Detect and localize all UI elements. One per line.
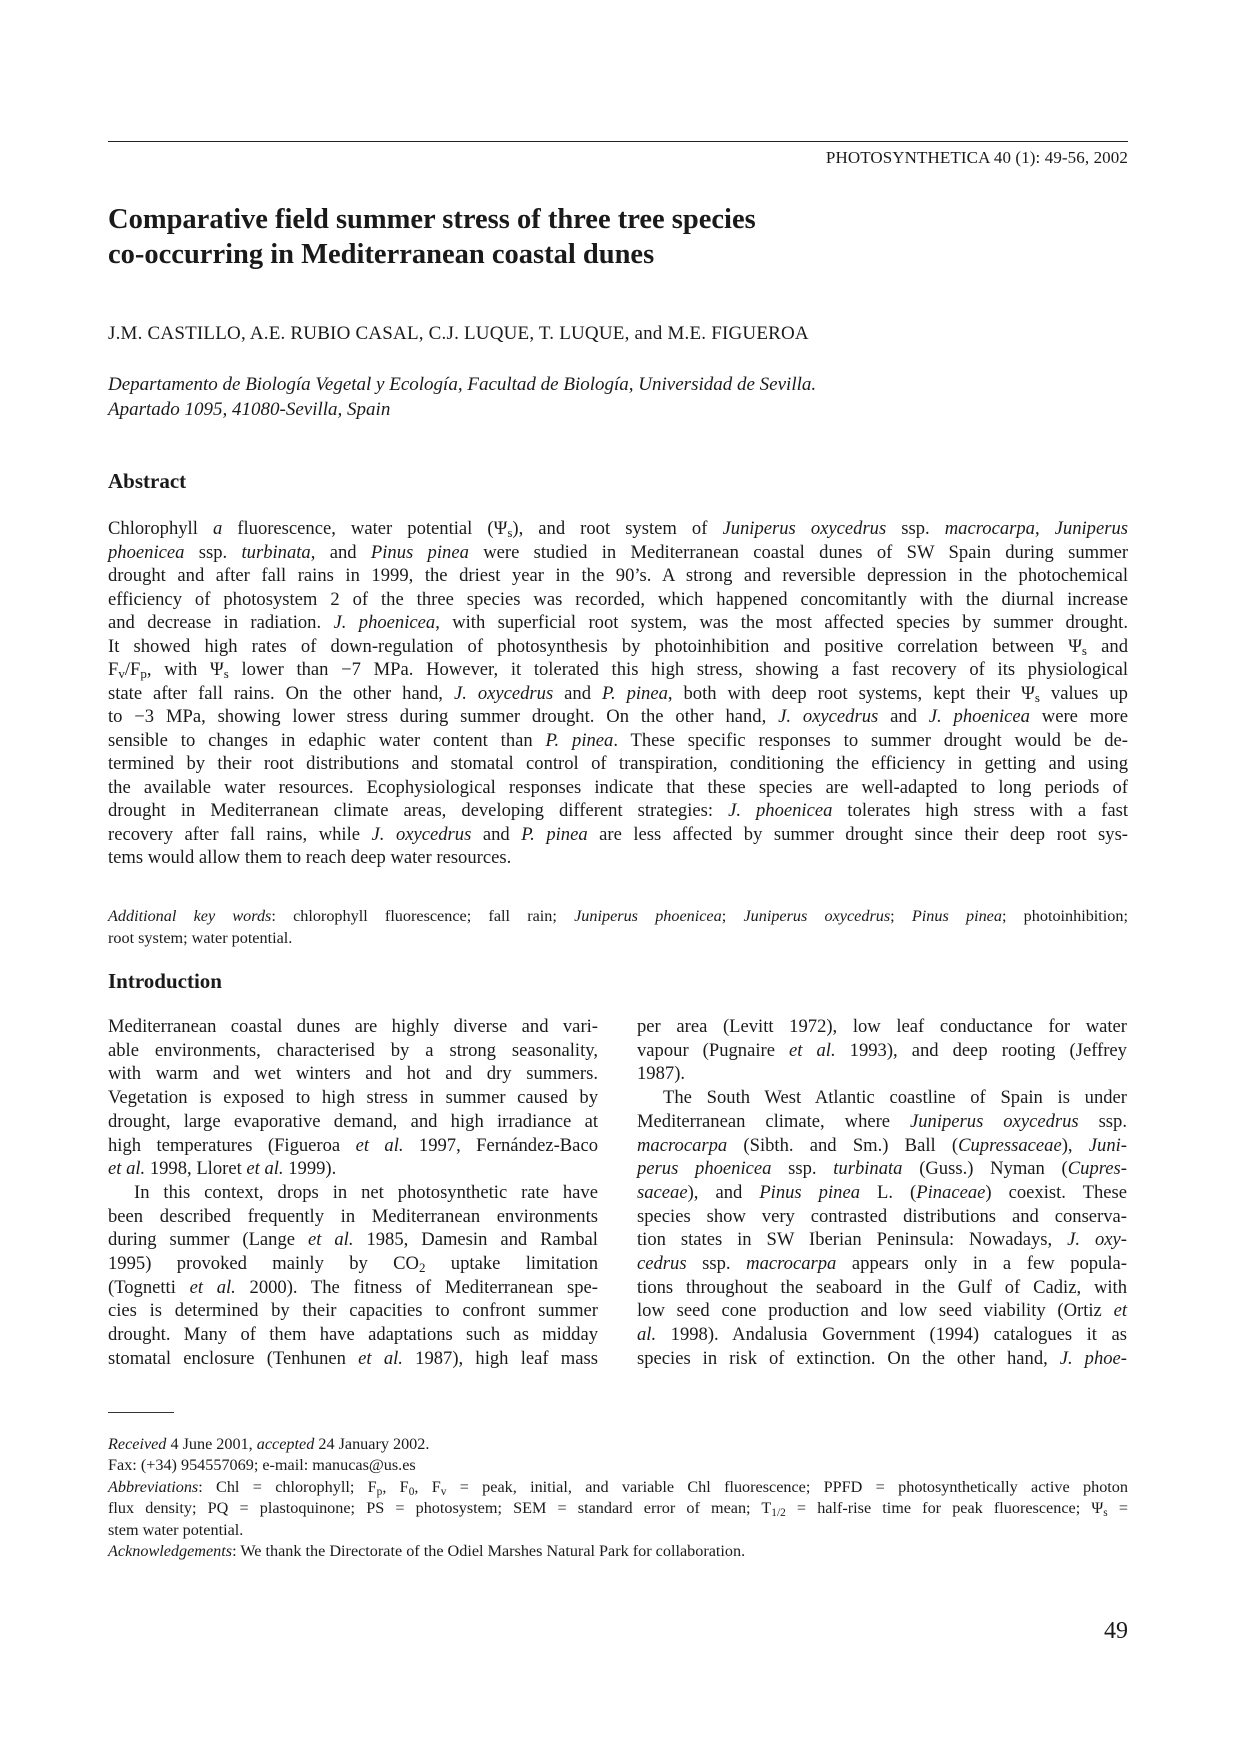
text-line: tions throughout the seaboard in the Gulf of Cadiz, with bbox=[637, 1276, 1127, 1298]
text-line: 1987). bbox=[637, 1063, 686, 1085]
text-line: al. 1998). Andalusia Government (1994) catalogues it as bbox=[637, 1324, 1127, 1346]
affiliation bbox=[108, 372, 816, 422]
text-line: species show very contrasted distributions and conserva- bbox=[637, 1205, 1127, 1227]
abbreviations-line: stem water potential. bbox=[108, 1520, 244, 1539]
text-line: stomatal enclosure (Tenhunen et al. 1987), high leaf mass bbox=[108, 1347, 598, 1369]
text-line: drought. Many of them have adaptations such as midday bbox=[108, 1324, 598, 1346]
intro-right-column bbox=[637, 1015, 1127, 1371]
abstract-line: sensible to changes in edaphic water content than P. pinea. These specific responses to summer drought would be de- bbox=[108, 729, 1128, 751]
keywords-line: Additional key words: chlorophyll fluorescence; fall rain; Juniperus phoenicea; Juniperus oxycedrus; Pinus pinea; photoinhibition; bbox=[108, 907, 1128, 925]
header-rule bbox=[108, 141, 1128, 142]
abstract-line: drought in Mediterranean climate areas, developing different strategies: J. phoenicea tolerates high stress with a fast bbox=[108, 800, 1128, 821]
text-line: able environments, characterised by a strong seasonality, bbox=[108, 1039, 598, 1061]
text-line: low seed cone production and low seed viability (Ortiz et bbox=[637, 1300, 1127, 1322]
keywords-line: root system; water potential. bbox=[108, 929, 293, 947]
affiliation-line-1: Departamento de Biología Vegetal y Ecología, Facultad de Biología, Universidad de Sevilla. bbox=[108, 374, 817, 395]
text-line: vapour (Pugnaire et al. 1993), and deep rooting (Jeffrey bbox=[637, 1039, 1127, 1061]
key-words bbox=[108, 905, 1128, 949]
text-line: per area (Levitt 1972), low leaf conductance for water bbox=[637, 1016, 1127, 1037]
text-line: been described frequently in Mediterranean environments bbox=[108, 1205, 598, 1227]
abstract-line: to −3 MPa, showing lower stress during summer drought. On the other hand, J. oxycedrus and J. phoenicea were more bbox=[108, 706, 1128, 727]
abstract-line: It showed high rates of down-regulation of photosynthesis by photoinhibition and positive correlation between $\Psi_s$ and bbox=[108, 635, 1128, 658]
footnotes bbox=[108, 1434, 1128, 1562]
text-line: drought, large evaporative demand, and high irradiance at bbox=[108, 1110, 598, 1132]
text-line: Mediterranean climate, where Juniperus oxycedrus ssp. bbox=[637, 1110, 1127, 1132]
text-line: high temperatures (Figueroa et al. 1997, Fernández-Baco bbox=[108, 1134, 598, 1156]
abstract-line: tems would allow them to reach deep water resources. bbox=[108, 847, 512, 868]
abstract-line: the available water resources. Ecophysiological responses indicate that these species are well-adapted to long periods of bbox=[108, 776, 1128, 798]
abstract-line: $F_v/F_p$, with $\Psi_s$ lower than −7 MPa. However, it tolerated this high stress, showing a fast recovery of its physiological bbox=[108, 659, 1128, 681]
text-line: cies is determined by their capacities to confront summer bbox=[108, 1300, 598, 1322]
text-line: during summer (Lange et al. 1985, Damesin and Rambal bbox=[108, 1229, 598, 1251]
text-line: Mediterranean coastal dunes are highly diverse and vari- bbox=[108, 1016, 598, 1037]
received-line: Received 4 June 2001, accepted 24 January 2002. bbox=[108, 1435, 430, 1453]
authors: J.M. CASTILLO, A.E. RUBIO CASAL, C.J. LUQUE, T. LUQUE, and M.E. FIGUEROA bbox=[108, 323, 809, 344]
abstract-body bbox=[108, 517, 1128, 870]
contact-line: Fax: (+34) 954557069; e-mail: manucas@us.es bbox=[108, 1456, 416, 1475]
text-line: macrocarpa (Sibth. and Sm.) Ball (Cupressaceae), Juni- bbox=[637, 1134, 1127, 1156]
text-line: perus phoenicea ssp. turbinata (Guss.) Nyman (Cupres- bbox=[637, 1158, 1127, 1180]
introduction-heading: Introduction bbox=[108, 969, 222, 993]
text-line: tion states in SW Iberian Peninsula: Nowadays, J. oxy- bbox=[637, 1229, 1127, 1251]
footnote-rule bbox=[108, 1412, 174, 1413]
abstract-line: termined by their root distributions and stomatal control of transpiration, conditioning the efficiency in getting and using bbox=[108, 753, 1128, 774]
abstract-line: Chlorophyll a fluorescence, water potential $(\Psi_s)$, and root system of Juniperus oxycedrus ssp. macrocarpa, Juniperus bbox=[108, 518, 1128, 540]
journal-citation: PHOTOSYNTHETICA 40 (1): 49-56, 2002 bbox=[825, 148, 1128, 167]
text-line: The South West Atlantic coastline of Spain is under bbox=[663, 1087, 1127, 1109]
abstract-line: efficiency of photosystem 2 of the three species was recorded, which happened concomitantly with the diurnal increase bbox=[108, 588, 1128, 610]
abstract-heading: Abstract bbox=[108, 469, 187, 493]
title-line-2: co-occurring in Mediterranean coastal dunes bbox=[108, 239, 655, 270]
abstract-line: phoenicea ssp. turbinata, and Pinus pinea were studied in Mediterranean coastal dunes of SW Spain during summer bbox=[108, 541, 1129, 563]
text-line: et al. 1998, Lloret et al. 1999). bbox=[108, 1158, 337, 1180]
abbreviations-line: flux density; PQ = plastoquinone; PS = photosystem; SEM = standard error of mean; $T_{1/2}$ = half-rise time for peak fluorescence; $\Psi_s$ = bbox=[108, 1499, 1128, 1520]
text-line: In this context, drops in net photosynthetic rate have bbox=[134, 1181, 598, 1203]
text-line: cedrus ssp. macrocarpa appears only in a few popula- bbox=[637, 1253, 1127, 1275]
abstract-line: recovery after fall rains, while J. oxycedrus and P. pinea are less affected by summer drought since their deep root sys- bbox=[108, 823, 1128, 845]
text-line: species in risk of extinction. On the other hand, J. phoe- bbox=[637, 1347, 1127, 1369]
text-line: Vegetation is exposed to high stress in summer caused by bbox=[108, 1087, 598, 1109]
acknowledgements-line: Acknowledgements: We thank the Directorate of the Odiel Marshes Natural Park for collaboration. bbox=[108, 1542, 746, 1561]
text-line: 1995) provoked mainly by $CO_2$ uptake limitation bbox=[108, 1253, 598, 1276]
abstract-line: state after fall rains. On the other hand, J. oxycedrus and P. pinea, both with deep root systems, kept their $\Psi_s$ values up bbox=[108, 682, 1128, 705]
text-line: with warm and wet winters and hot and dry summers. bbox=[108, 1063, 598, 1085]
title-line-1: Comparative field summer stress of three tree species bbox=[108, 204, 756, 235]
text-line: (Tognetti et al. 2000). The fitness of Mediterranean spe- bbox=[108, 1276, 599, 1298]
abstract-line: drought and after fall rains in 1999, the driest year in the 90’s. A strong and reversible depression in the photochemical bbox=[108, 565, 1128, 586]
intro-left-column bbox=[108, 1015, 598, 1371]
abbreviations-line: Abbreviations: Chl = chlorophyll; $F_p$, $F_0$, $F_v$ = peak, initial, and variable Chl fluorescence; PPFD = photosynthetically active photon bbox=[108, 1477, 1128, 1498]
text-line: saceae), and Pinus pinea L. (Pinaceae) coexist. These bbox=[637, 1181, 1128, 1203]
abstract-line: and decrease in radiation. J. phoenicea, with superficial root system, was the most affected species by summer drought. bbox=[108, 612, 1128, 633]
affiliation-line-2: Apartado 1095, 41080-Sevilla, Spain bbox=[108, 399, 391, 420]
page-number: 49 bbox=[1104, 1618, 1128, 1644]
article-title bbox=[108, 202, 1128, 272]
